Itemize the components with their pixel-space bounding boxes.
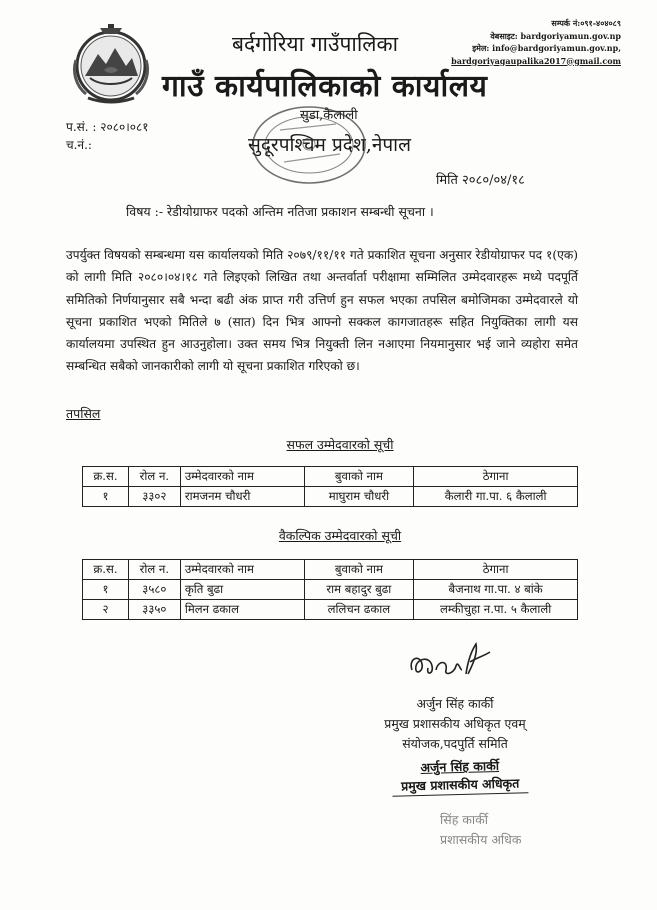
seal-name: अर्जुन सिंह कार्की xyxy=(420,757,500,776)
table-row xyxy=(83,580,578,600)
signatory-role: संयोजक,पदपुर्ति समिति xyxy=(402,736,508,751)
office-stamp-icon xyxy=(250,104,368,186)
col-header-sn: क्र.स. xyxy=(83,560,129,580)
col-header-sn: क्र.स. xyxy=(83,467,129,487)
cell-address: लम्कीचुहा न.पा. ५ कैलाली xyxy=(414,600,578,620)
cell-roll: ३५८० xyxy=(128,580,180,600)
signatory-name: अर्जुन सिंह कार्की xyxy=(416,696,494,711)
cell-name: रामजनम चौधरी xyxy=(180,487,304,507)
col-header-address: ठेगाना xyxy=(414,467,578,487)
cell-father: माघुराम चौधरी xyxy=(304,487,414,507)
patra-sankhya: प.सं. : २०८०।०८१ xyxy=(66,120,149,134)
district-line: सुडा,कैलाली xyxy=(300,108,358,123)
table-row xyxy=(83,487,578,507)
issue-date: मिति २०८०/०४/१८ xyxy=(436,173,525,188)
successful-list-title: सफल उम्मेदवारको सूची xyxy=(286,437,394,452)
body-paragraph: उपर्युक्त विषयको सम्बन्धमा यस कार्यालयको मिति २०७९/११/११ गते प्रकाशित सूचना अनुसार रेडीयोग्राफर पद १(एक) को लागी मिति २०८०।०४।१८ गते लिइएको लिखित तथा अन्तर्वार्ता परीक्षामा सम्मिलित उम्मेदवारहरू मध्ये पदपूर्ति समितिको निर्णयानुसार सबै भन्दा बढी अंक प्राप्त गरी उत्तिर्ण हुन सफल भएका तपसिल बमोजिमका उम्मेदवारले यो सूचना प्रकाशित भएको मितिले ७ (सात) दिन भित्र आफ्नो सक्कल कागजातहरू सहित नियुक्तिका लागी यस कार्यालयमा उपस्थित हुन आउनुहोला। उक्त समय भित्र नियुक्ती लिन नआएमा नियमानुसार भई जाने व्यहोरा समेत सम्बन्धित सबैको जानकारीको लागी यो सूचना प्रकाशित गरिएको छ। xyxy=(66,248,578,374)
contact-block xyxy=(451,17,621,67)
subject-line: विषय :- रेडीयोग्राफर पदको अन्तिम नतिजा प्रकाशन सम्बन्धी सूचना । xyxy=(126,204,434,219)
col-header-roll: रोल न. xyxy=(128,467,180,487)
col-header-name: उम्मेदवारको नाम xyxy=(180,560,304,580)
contact-website: वेबसाइट: bardgoriyamun.gov.np xyxy=(490,30,621,41)
contact-email: इमेल: info@bardgoriyamun.gov.np, xyxy=(472,43,621,53)
col-header-father: बुवाको नाम xyxy=(304,560,414,580)
col-header-name: उम्मेदवारको नाम xyxy=(180,467,304,487)
cell-roll: ३३५० xyxy=(128,600,180,620)
seal-designation: प्रमुख प्रशासकीय अधिकृत xyxy=(392,774,528,797)
cell-roll: ३३०२ xyxy=(128,487,180,507)
bleed-through-text xyxy=(440,810,521,850)
cell-address: बैजनाथ गा.पा. ४ बांके xyxy=(414,580,578,600)
table-header-row xyxy=(83,467,578,487)
successful-candidates-table xyxy=(82,466,578,507)
municipality-name: बर्दगोरिया गाउँपालिका xyxy=(232,32,399,56)
cell-father: ललिचन ढकाल xyxy=(304,600,414,620)
contact-email-2: bardgoriyagaupalika2017@gmail.com xyxy=(451,55,621,66)
tapsil-label: तपसिल xyxy=(66,406,101,421)
col-header-address: ठेगाना xyxy=(414,560,578,580)
signatory-block xyxy=(370,694,540,754)
nepal-emblem-icon xyxy=(68,20,154,106)
ghost-line-2: प्रशासकीय अधिक xyxy=(440,832,522,847)
reference-block xyxy=(66,118,148,154)
table-header-row xyxy=(83,560,578,580)
cell-sn: १ xyxy=(83,580,129,600)
cell-father: राम बहादुर बुढा xyxy=(304,580,414,600)
alternate-list-title: वैकल्पिक उम्मेदवारको सूची xyxy=(278,528,402,543)
cell-sn: २ xyxy=(83,600,129,620)
handwritten-signature-icon xyxy=(406,640,496,684)
contact-phone: सम्पर्क नं:०९१-४०४०८९ xyxy=(551,18,621,28)
signatory-designation: प्रमुख प्रशासकीय अधिकृत एवम् xyxy=(384,716,526,731)
col-header-father: बुवाको नाम xyxy=(304,467,414,487)
col-header-roll: रोल न. xyxy=(128,560,180,580)
table-row xyxy=(83,600,578,620)
alternate-candidates-table xyxy=(82,559,578,620)
name-seal-stamp xyxy=(392,756,529,797)
chalani-number: च.नं.: xyxy=(66,138,92,152)
province-line: सुदूरपश्चिम प्रदेश,नेपाल xyxy=(248,134,411,156)
cell-name: मिलन ढकाल xyxy=(180,600,304,620)
ghost-line-1: सिंह कार्की xyxy=(440,812,488,827)
cell-sn: १ xyxy=(83,487,129,507)
cell-address: कैलारी गा.पा. ६ कैलाली xyxy=(414,487,578,507)
cell-name: कृति बुढा xyxy=(180,580,304,600)
office-name: गाउँ कार्यपालिकाको कार्यालय xyxy=(162,69,488,104)
